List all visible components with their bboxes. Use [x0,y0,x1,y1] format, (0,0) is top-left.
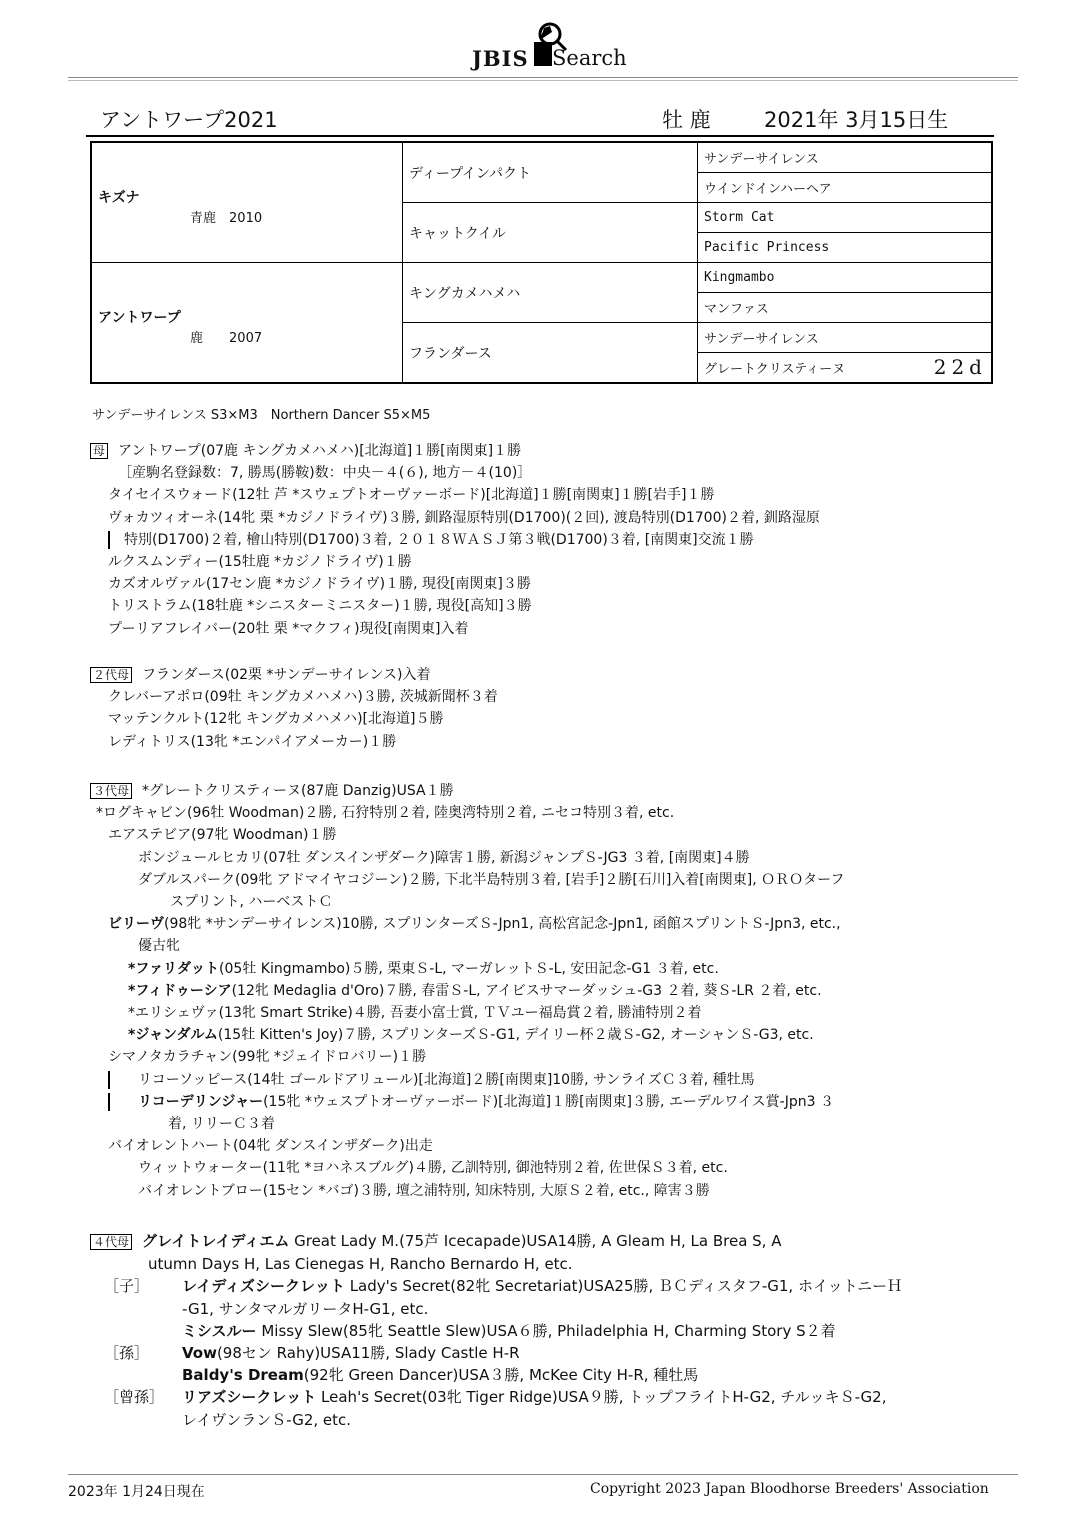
foal-line: タイセイスウォード(12牡 芦 *スウェプトオーヴァーボード)[北海道]１勝[南関東]１勝[岩手]１勝 [108,487,715,504]
logo-text-jbis: JBIS [472,46,529,71]
inbreeding-line: サンデーサイレンス S3×M3 Northern Dancer S5×M5 [92,408,431,423]
foal-line: シマノタカラチャン(99牝 *ジェイドロバリー)１勝 [108,1049,427,1066]
foal-line: *フィドゥーシア(12牝 Medaglia d'Oro)７勝, 春雷Ｓ-L, アイビスサマーダッシュ-G3 ２着, 葵Ｓ-LR ２着, etc. [128,982,822,999]
dam-dam-dam: グレートクリスティーヌ 22d [698,353,993,384]
dam-head: アントワープ(07鹿 キングカメハメハ)[北海道]１勝[南関東]１勝 [118,443,522,459]
foal-line: バイオレントブロー(15セン *バゴ)３勝, 壇之浦特別, 知床特別, 大原Ｓ２着, etc., 障害３勝 [138,1182,710,1199]
dam-cell [91,263,403,384]
produce-line: ミシスルー Missy Slew(85牝 Seattle Slew)USA６勝, Philadelphia H, Charming Story S２着 [182,1321,836,1340]
footer-rule [68,1474,1018,1475]
dam-meta: 鹿 2007 [190,331,263,346]
foal-line: ダブルスパーク(09牝 アドマイヤコジーン)２勝, 下北半島特別３着, [岩手]２勝[石川]入着[南関東], ＯＲＯターフ [138,871,845,888]
foal-line: プーリアフレイバー(20牡 栗 *マクフィ)現役[南関東]入着 [108,620,469,637]
foal-line-cont: 着, リリーＣ３着 [168,1116,275,1133]
footer-date: 2023年 1月24日現在 [68,1484,205,1500]
foal-line: *ジャンダルム(15牡 Kitten's Joy)７勝, スプリンターズＳ-G1, デイリー杯２歳Ｓ-G2, オーシャンＳ-G3, etc. [128,1027,814,1044]
sire-meta: 青鹿 2010 [190,211,263,226]
sire-cell [91,142,403,263]
section-label: 母 [90,443,108,459]
footer-copyright: Copyright 2023 Japan Bloodhorse Breeders' Association [590,1481,989,1497]
foal-line: バイオレントハート(04牝 ダンスインザダーク)出走 [108,1138,433,1155]
dam-sire-dam: マンファス [698,293,993,323]
third-dam-section [90,780,844,1202]
title-rule [86,135,994,137]
foal-line: リコーデリンジャー(15牝 *ウェスプトオーヴァーボード)[北海道]１勝[南関東]３勝, エーデルワイス賞-Jpn3 ３ [90,1091,844,1113]
jbis-logo [472,20,642,72]
sire-sire: ディープインパクト [403,142,698,203]
foal-line: マッテンクルト(12牝 キングカメハメハ)[北海道]５勝 [108,711,444,728]
foal-line: ボンジュールヒカリ(07牡 ダンスインザダーク)障害１勝, 新潟ジャンプＳ-JG3 ３着, [南関東]４勝 [138,849,750,866]
logo-text-search: Search [552,46,627,70]
section-label: ４代母 [90,1234,132,1250]
dam-sire-sire: Kingmambo [698,263,993,293]
pedigree-table [90,141,993,384]
foal-line: カズオルヴァル(17セン鹿 *カジノドライヴ)１勝, 現役[南関東]３勝 [108,576,531,593]
header-rule-2 [68,80,1018,81]
foal-line: リコーソッピース(14牡 ゴールドアリュール)[北海道]２勝[南関東]10勝, サンライズＣ３着, 種牡馬 [90,1069,844,1091]
foal-line-cont: 特別(D1700)２着, 檜山特別(D1700)３着, ２０１８ＷＡＳＪ第３戦(D1700)３着, [南関東]交流１勝 [90,529,820,551]
sire-sire-dam: ウインドインハーヘア [698,173,993,203]
produce-line: ［曾孫］ リアズシークレット Leah's Secret(03牝 Tiger Ridge)USA９勝, トップフライトH-G2, チルッキＳ-G2, [104,1388,887,1407]
foal-line: *エリシェヴァ(13牝 Smart Strike)４勝, 吾妻小富士賞, ＴＶユー福島賞２着, 勝浦特別２着 [128,1005,702,1022]
dam-stats: ［産駒名登録数：7, 勝馬(勝鞍)数：中央－４(６), 地方－４(10)］ [118,465,532,482]
fourth-dam-section: ４代母 グレイトレイディエム Great Lady M.(75芦 Icecapade)USA14勝, A Gleam H, La Brea S, A utumn Days H, Las Cienegas H, Rancho Bernardo H, etc. ［子］ レイディズシークレット Lady's Secret(82牝 Secretariat)USA25勝, ＢＣディスタフ-G1, ホイットニーＨ -G1, サンタマルガリータH-G1, etc. ミシスルー Missy Slew(85牝 Seattle Slew)USA６勝, Philadelphia H, Charming Story S２着 ［孫］ Vow(98セン Rahy)USA11勝, Slady Castle H-R Baldy's Dream(92牝 Green Dancer)USA３勝, McKee City H-R, 種牡馬 ［曾孫］ リアズシークレット Leah's Secret(03牝 Tiger Ridge)USA９勝, トップフライトH-G2, チルッキＳ-G2, レイヴンランＳ-G2, etc. [90,1230,902,1431]
produce-line: Baldy's Dream(92牝 Green Dancer)USA３勝, McKee City H-R, 種牡馬 [182,1366,699,1385]
produce-line: ［孫］ Vow(98セン Rahy)USA11勝, Slady Castle H-R [104,1344,520,1363]
foal-line-cont: スプリント, ハーベストＣ [170,894,333,911]
horse-name: アントワープ2021 [100,108,278,132]
produce-line-cont: -G1, サンタマルガリータH-G1, etc. [182,1299,429,1318]
dam-dam-sire: サンデーサイレンス [698,323,993,353]
foal-line: エアステビア(97牝 Woodman)１勝 [108,827,337,844]
foal-line: クレバーアポロ(09牡 キングカメハメハ)３勝, 茨城新聞杯３着 [108,689,498,706]
fourth-dam-cont: utumn Days H, Las Cienegas H, Rancho Bernardo H, etc. [148,1255,573,1274]
sire-dam-dam: Pacific Princess [698,233,993,263]
foal-line: トリストラム(18牡鹿 *シニスターミニスター)１勝, 現役[高知]３勝 [108,598,532,615]
horse-birthdate: 2021年 3月15日生 [764,108,949,132]
third-dam-head: *グレートクリスティーヌ(87鹿 Danzig)USA１勝 [142,783,454,799]
foal-line: レディトリス(13牝 *エンパイアメーカー)１勝 [108,733,397,750]
dam-name: アントワープ [98,310,181,326]
foal-line-cont: 優古牝 [138,938,180,955]
sire-dam: キャットクイル [403,203,698,263]
horse-sex-color: 牡 鹿 [662,108,711,132]
foal-line: *ログキャビン(96牡 Woodman)２勝, 石狩特別２着, 陸奥湾特別２着, ニセコ特別３着, etc. [96,805,675,822]
section-label: ２代母 [90,667,132,683]
header-rule [68,77,1018,78]
foal-line: ルクスムンディー(15牡鹿 *カジノドライヴ)１勝 [108,554,412,571]
foal-line: ビリーヴ(98牝 *サンデーサイレンス)10勝, スプリンターズＳ-Jpn1, 高松宮記念-Jpn1, 函館スプリントＳ-Jpn3, etc., [108,916,841,933]
dam-dam: フランダース [403,323,698,384]
dam-sire: キングカメハメハ [403,263,698,323]
dam-section [90,440,820,640]
foal-line: *ファリダット(05牡 Kingmambo)５勝, 栗東Ｓ-L, マーガレットＳ-L, 安田記念-G1 ３着, etc. [128,960,719,977]
produce-line: ［子］ レイディズシークレット Lady's Secret(82牝 Secretariat)USA25勝, ＢＣディスタフ-G1, ホイットニーＨ [104,1277,903,1296]
family-number: 22d [933,355,987,379]
foal-line: ヴォカツィオーネ(14牝 栗 *カジノドライヴ)３勝, 釧路湿原特別(D1700)(２回), 渡島特別(D1700)２着, 釧路湿原 [108,509,820,526]
sire-dam-sire: Storm Cat [698,203,993,233]
second-dam-section [90,664,498,753]
produce-line-cont: レイヴンランＳ-G2, etc. [182,1410,352,1429]
sire-sire-sire: サンデーサイレンス [698,142,993,173]
sire-name: キズナ [98,190,140,206]
foal-line: ウィットウォーター(11牝 *ヨハネスブルグ)４勝, 乙訓特別, 御池特別２着, 佐世保Ｓ３着, etc. [138,1160,728,1177]
second-dam-head: フランダース(02栗 *サンデーサイレンス)入着 [142,667,431,683]
section-label: ３代母 [90,783,132,799]
